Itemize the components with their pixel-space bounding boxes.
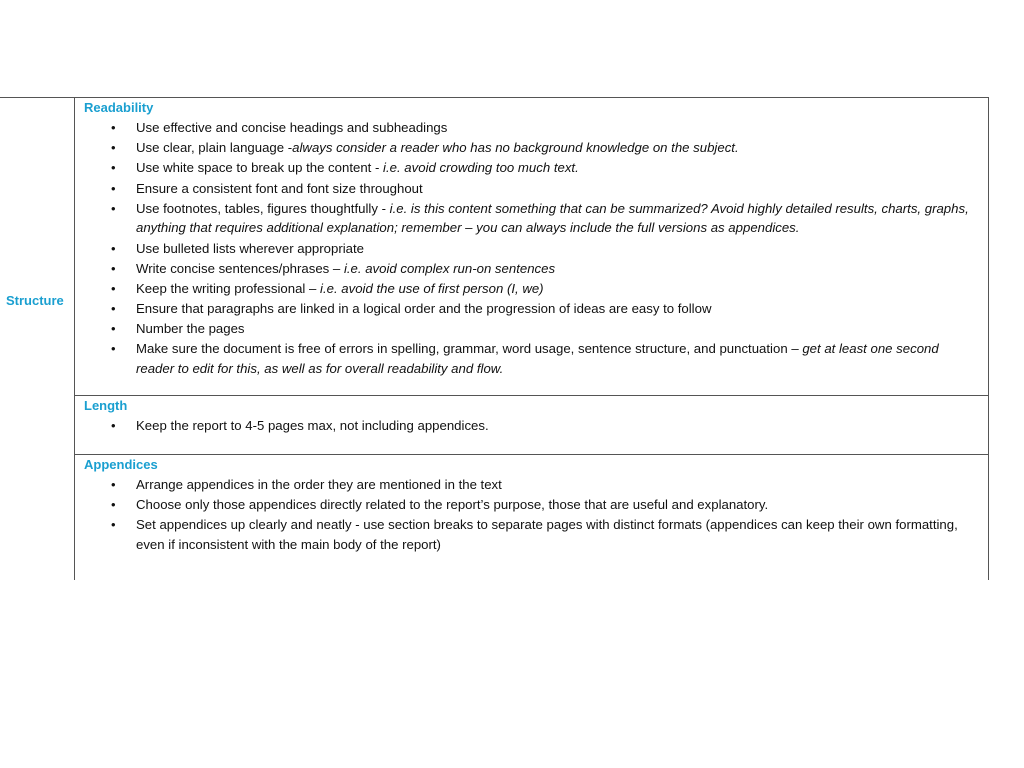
list-item: • Use white space to break up the content - i.e. avoid crowding too much text. — [75, 158, 988, 178]
structure-label: Structure — [6, 293, 64, 308]
bullet-list — [75, 416, 988, 436]
list-item: • Arrange appendices in the order they are mentioned in the text — [75, 475, 988, 495]
section-title: Length — [84, 398, 128, 413]
list-item: • Use effective and concise headings and subheadings — [75, 118, 988, 138]
list-item: • Choose only those appendices directly related to the report’s purpose, those that are useful and explanatory. — [75, 495, 988, 515]
content-cell — [74, 97, 989, 580]
list-item: • Keep the writing professional – i.e. avoid the use of first person (I, we) — [75, 279, 988, 299]
list-item: • Number the pages — [75, 319, 988, 339]
list-item: • Keep the report to 4-5 pages max, not including appendices. — [75, 416, 988, 436]
section-readability — [75, 97, 988, 396]
section-title: Appendices — [84, 457, 158, 472]
list-item: • Make sure the document is free of errors in spelling, grammar, word usage, sentence structure, and punctuation – get at least one second reader to edit for this, as well as for overall readability and flow. — [75, 339, 988, 378]
bullet-list — [75, 475, 988, 555]
list-item: • Use clear, plain language -always consider a reader who has no background knowledge on the subject. — [75, 138, 988, 158]
section-appendices — [75, 454, 988, 581]
list-item: • Use footnotes, tables, figures thoughtfully - i.e. is this content something that can be summarized? Avoid highly detailed results, charts, graphs, anything that requires additional explanation; remember – you can always include the full versions as appendices. — [75, 199, 988, 238]
guidelines-table — [0, 97, 988, 580]
list-item: • Write concise sentences/phrases – i.e. avoid complex run-on sentences — [75, 259, 988, 279]
section-title: Readability — [84, 100, 154, 115]
bullet-list — [75, 118, 988, 379]
list-item: • Set appendices up clearly and neatly - use section breaks to separate pages with distinct formats (appendices can keep their own formatting, even if inconsistent with the main body of the report) — [75, 515, 988, 554]
row-label-cell — [0, 97, 74, 581]
list-item: • Ensure a consistent font and font size throughout — [75, 179, 988, 199]
list-item: • Use bulleted lists wherever appropriate — [75, 239, 988, 259]
section-length — [75, 395, 988, 455]
list-item: • Ensure that paragraphs are linked in a logical order and the progression of ideas are easy to follow — [75, 299, 988, 319]
